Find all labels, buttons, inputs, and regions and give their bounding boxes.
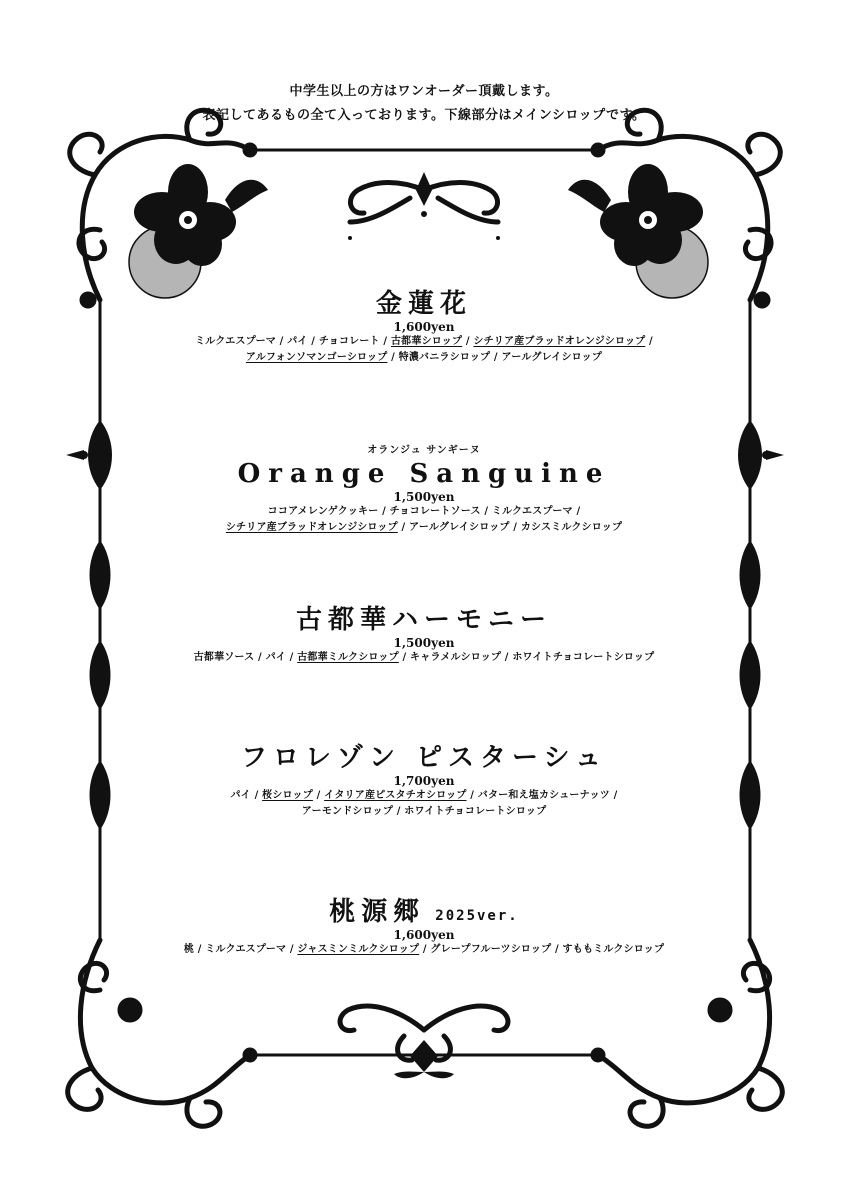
ingredient-line [160, 334, 688, 350]
corner-scroll-bottom-right [593, 940, 782, 1126]
ingredient: アールグレイシロップ [501, 352, 603, 363]
ingredient-line [160, 804, 688, 820]
ingredient: すももミルクシロップ [562, 944, 665, 955]
ornament-bottom-center [340, 1006, 508, 1078]
ornament-top-center [348, 172, 500, 240]
item-title: Orange Sanguine [237, 459, 611, 489]
ingredient: ミルクエスプーマ [491, 506, 573, 517]
item-ingredients [160, 650, 688, 666]
ingredient: ミルクエスプーマ [195, 336, 276, 347]
ornament-left-mid [66, 420, 112, 830]
menu-item [160, 288, 688, 366]
main-syrup: アルフォンソマンゴーシロップ [245, 352, 388, 363]
ingredient: アールグレイシロップ [409, 522, 510, 533]
flower-top-right [568, 164, 708, 298]
ingredient: / [397, 522, 410, 533]
ingredient: キャラメルシロップ [410, 652, 502, 663]
ingredient: チョコレート [318, 336, 380, 347]
ingredient: ホワイトチョコレートシロップ [404, 806, 547, 817]
ingredient: / [609, 790, 618, 801]
ingredient: 桃 [183, 944, 195, 955]
ingredient-line [160, 350, 688, 366]
ingredient: チョコレートソース [389, 506, 481, 517]
item-price: 1,600yen [393, 320, 455, 334]
item-price: 1,600yen [393, 928, 455, 942]
ingredient: / [480, 506, 492, 517]
ingredient: ココアメレンゲクッキー [267, 506, 379, 517]
menu-item [160, 742, 688, 820]
ingredient: ホワイトチョコレートシロップ [512, 652, 655, 663]
ingredient: パイ [287, 336, 308, 347]
item-price: 1,700yen [393, 774, 455, 788]
item-title: 金蓮花 [375, 289, 472, 319]
ingredient: ミルクエスプーマ [205, 944, 287, 955]
item-title: 古都華ハーモニー [295, 605, 552, 635]
main-syrup: シチリア産ブラッドオレンジシロップ [473, 336, 646, 347]
item-price: 1,500yen [393, 636, 455, 650]
ingredient: / [307, 336, 319, 347]
ingredient: / [387, 352, 399, 363]
item-ruby: オランジュ サンギーヌ [367, 445, 481, 456]
main-syrup: 桜シロップ [262, 790, 313, 801]
ingredient: / [501, 652, 513, 663]
ingredient: / [254, 652, 266, 663]
main-syrup: ジャスミンミルクシロップ [297, 944, 420, 955]
item-ingredients [160, 334, 688, 366]
ingredient: 古都華ソース [193, 652, 255, 663]
ingredient-line [160, 942, 688, 958]
ingredient: / [645, 336, 653, 347]
ingredient: / [551, 944, 563, 955]
ingredient-line [160, 650, 688, 666]
item-title: 桃源郷 [329, 897, 426, 927]
ingredient: / [379, 336, 391, 347]
ingredient: / [398, 652, 411, 663]
ingredient-line [160, 520, 688, 536]
ingredient: / [194, 944, 206, 955]
ingredient: / [250, 790, 263, 801]
ingredient: カシスミルクシロップ [520, 522, 623, 533]
item-ingredients [160, 788, 688, 820]
ingredient: / [286, 652, 298, 663]
item-price: 1,500yen [393, 490, 455, 504]
ingredient: / [393, 806, 405, 817]
ingredient: バター和え塩カシューナッツ [477, 790, 610, 801]
item-ingredients [160, 504, 688, 536]
ingredient-line [160, 788, 688, 804]
ingredient: / [490, 352, 502, 363]
ingredient-line [160, 504, 688, 520]
main-syrup: シチリア産ブラッドオレンジシロップ [225, 522, 398, 533]
ingredient: / [419, 944, 431, 955]
ingredient: 特濃バニラシロップ [398, 352, 491, 363]
ingredient: / [286, 944, 298, 955]
menu-item [160, 896, 688, 958]
item-title: フロレゾン ピスターシュ [240, 743, 607, 773]
ingredient: / [378, 506, 390, 517]
ingredient: パイ [230, 790, 251, 801]
menu-item [160, 444, 688, 536]
main-syrup: 古都華シロップ [390, 336, 463, 347]
main-syrup: 古都華ミルクシロップ [297, 652, 399, 663]
corner-scroll-bottom-left [68, 940, 255, 1126]
syrup-notice: 表記してあるもの全て入っております。下線部分はメインシロップです。 [202, 108, 646, 123]
ornament-right-mid [738, 420, 784, 830]
ingredient: / [312, 790, 325, 801]
ingredient: / [572, 506, 581, 517]
ingredient: / [509, 522, 521, 533]
main-syrup: イタリア産ピスタチオシロップ [324, 790, 467, 801]
menu-item [160, 604, 688, 666]
order-notice: 中学生以上の方はワンオーダー頂戴します。 [289, 84, 559, 99]
item-version: 2025ver. [435, 908, 519, 924]
flower-top-left [129, 164, 268, 298]
item-ingredients [160, 942, 688, 958]
ingredient: アーモンドシロップ [301, 806, 394, 817]
ingredient: / [466, 790, 478, 801]
ingredient: パイ [265, 652, 286, 663]
ingredient: グレープフルーツシロップ [430, 944, 552, 955]
ingredient: / [462, 336, 474, 347]
ingredient: / [276, 336, 288, 347]
